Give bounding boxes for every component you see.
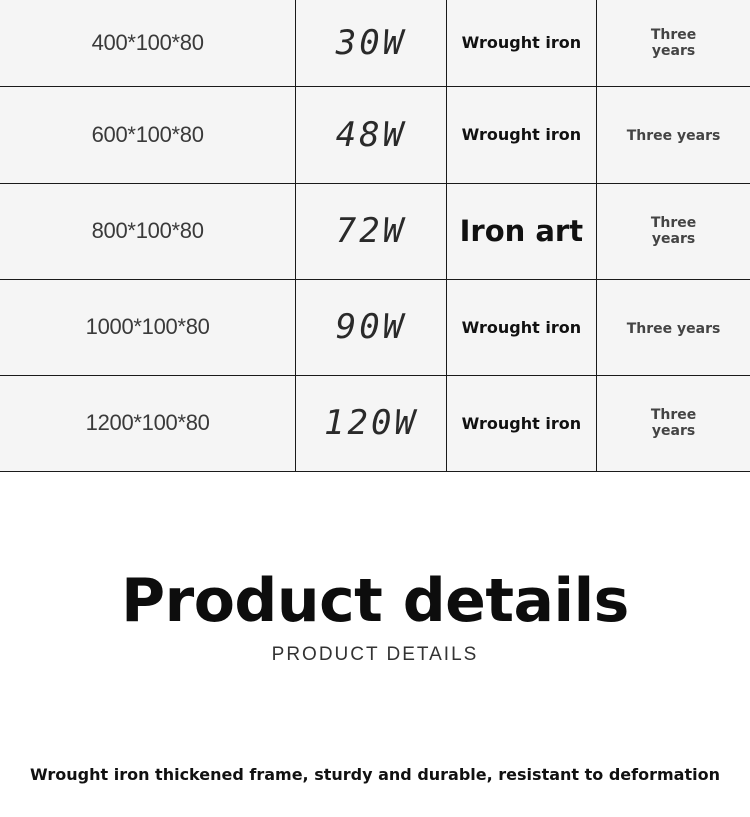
table-row [0, 0, 750, 86]
table-row [0, 375, 750, 471]
material-cell [446, 375, 596, 471]
warranty-value: Three years [650, 26, 697, 59]
material-value: Wrought iron [461, 317, 582, 337]
warranty-cell [597, 86, 750, 183]
size-cell [0, 0, 296, 86]
material-cell [446, 0, 596, 86]
table-row [0, 183, 750, 279]
power-cell [296, 0, 446, 86]
feature-caption: Wrought iron thickened frame, sturdy and durable, resistant to deformation [30, 765, 720, 784]
material-value: Wrought iron [461, 413, 582, 433]
material-value: Wrought iron [461, 125, 582, 144]
warranty-value: Three years [650, 215, 697, 247]
size-cell [0, 279, 296, 375]
warranty-value: Three years [650, 407, 697, 439]
size-value: 400*100*80 [91, 29, 204, 55]
warranty-cell [597, 279, 750, 375]
warranty-cell [597, 183, 750, 279]
size-value: 1200*100*80 [85, 410, 210, 435]
power-cell [296, 375, 446, 471]
power-value: 120W [324, 403, 418, 443]
material-cell [446, 279, 596, 375]
product-details-subtitle: PRODUCT DETAILS [271, 644, 479, 665]
power-cell [296, 279, 446, 375]
material-cell [446, 86, 596, 183]
warranty-value: Three years [626, 128, 721, 144]
material-cell [446, 183, 596, 279]
size-value: 800*100*80 [91, 218, 204, 243]
product-details-title: Product details [121, 566, 629, 636]
power-value: 30W [335, 22, 407, 63]
warranty-value: Three years [626, 320, 721, 337]
size-cell [0, 183, 296, 279]
warranty-cell [597, 0, 750, 86]
material-value: Wrought iron [461, 33, 582, 53]
warranty-cell [597, 375, 750, 471]
table-row [0, 279, 750, 375]
table-row [0, 86, 750, 183]
size-value: 1000*100*80 [85, 314, 210, 339]
size-cell [0, 375, 296, 471]
size-value: 600*100*80 [91, 121, 204, 147]
power-cell [296, 86, 446, 183]
power-cell [296, 183, 446, 279]
power-value: 90W [335, 307, 407, 347]
size-cell [0, 86, 296, 183]
power-value: 72W [335, 211, 407, 251]
power-value: 48W [335, 114, 407, 155]
material-value: Iron art [459, 214, 584, 248]
